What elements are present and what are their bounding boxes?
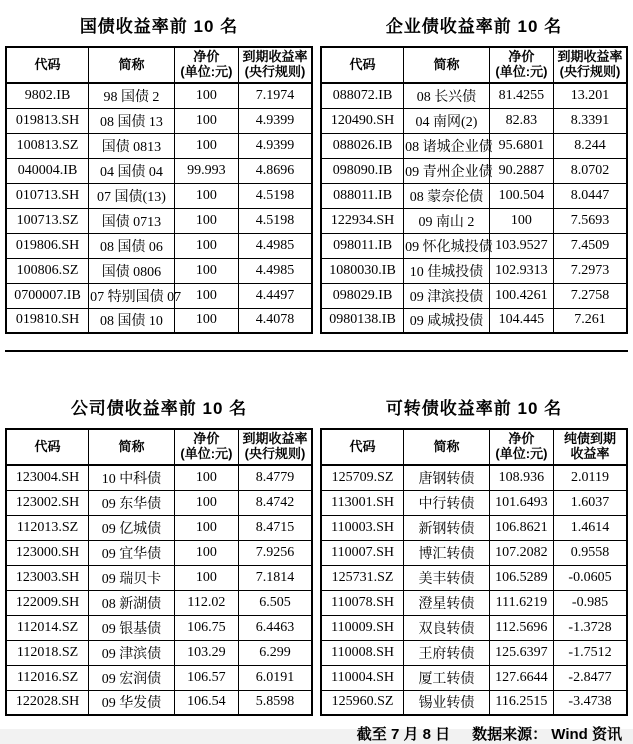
name-cell: 09 东华债 [89,490,175,515]
code-cell: 100806.SZ [6,258,89,283]
yield-cell: 7.1814 [239,565,312,590]
name-cell: 09 亿城债 [89,515,175,540]
table-row [321,158,627,183]
yield-cell: -0.985 [554,590,627,615]
price-cell: 106.54 [174,690,238,715]
column-header: 到期收益率 (央行规则) [554,47,627,83]
price-cell: 100 [174,515,238,540]
price-cell: 100 [489,208,553,233]
table-row [321,233,627,258]
yield-cell: 4.4985 [239,258,312,283]
yield-cell: 8.3391 [554,108,627,133]
price-cell: 106.75 [174,615,238,640]
top-tables-row [5,6,628,334]
table-row [6,615,312,640]
yield-cell: 6.0191 [239,665,312,690]
name-cell: 07 国债(13) [89,183,175,208]
column-header: 代码 [321,47,404,83]
price-cell: 95.6801 [489,133,553,158]
column-header: 代码 [6,429,89,465]
name-cell: 09 瑞贝卡 [89,565,175,590]
name-cell: 09 银基债 [89,615,175,640]
code-cell: 010713.SH [6,183,89,208]
yield-cell: 2.0119 [554,465,627,490]
code-cell: 088011.IB [321,183,404,208]
code-cell: 9802.IB [6,83,89,108]
table-row [6,258,312,283]
price-cell: 112.5696 [489,615,553,640]
table-row [6,565,312,590]
price-cell: 104.445 [489,308,553,333]
code-cell: 123004.SH [6,465,89,490]
table-section-convertible-bonds [320,388,628,716]
code-cell: 019806.SH [6,233,89,258]
name-cell: 98 国债 2 [89,83,175,108]
yield-cell: 6.299 [239,640,312,665]
code-cell: 112014.SZ [6,615,89,640]
yield-cell: 4.4985 [239,233,312,258]
price-cell: 100 [174,233,238,258]
header-row [321,47,627,83]
table-row [321,515,627,540]
code-cell: 100813.SZ [6,133,89,158]
code-cell: 040004.IB [6,158,89,183]
price-cell: 100 [174,490,238,515]
yield-cell: 8.244 [554,133,627,158]
table-row [321,590,627,615]
name-cell: 09 津滨投债 [404,283,490,308]
table-row [6,158,312,183]
code-cell: 125731.SZ [321,565,404,590]
table-row [6,83,312,108]
section-divider-line [5,350,628,352]
footer [5,716,628,744]
price-cell: 100 [174,283,238,308]
name-cell: 08 国债 13 [89,108,175,133]
yield-cell: 7.261 [554,308,627,333]
column-header: 到期收益率 (央行规则) [239,429,312,465]
yield-cell: 4.4078 [239,308,312,333]
table-row [6,465,312,490]
table-section-corporate-bonds [320,6,628,334]
company-bonds-title: 公司债收益率前 10 名 [70,399,248,418]
yield-cell: 8.4742 [239,490,312,515]
name-cell: 中行转债 [404,490,490,515]
table-row [321,108,627,133]
yield-cell: -2.8477 [554,665,627,690]
price-cell: 100 [174,108,238,133]
code-cell: 113001.SH [321,490,404,515]
table-row [6,540,312,565]
yield-cell: 6.505 [239,590,312,615]
column-header: 简称 [404,47,490,83]
yield-cell: 7.9256 [239,540,312,565]
name-cell: 04 南网(2) [404,108,490,133]
table-row [6,665,312,690]
code-cell: 088026.IB [321,133,404,158]
code-cell: 019810.SH [6,308,89,333]
column-header: 代码 [321,429,404,465]
table-row [321,540,627,565]
name-cell: 09 宜华债 [89,540,175,565]
table-section-government-bonds [5,6,313,334]
yield-cell: 7.1974 [239,83,312,108]
price-cell: 90.2887 [489,158,553,183]
name-cell: 08 国债 10 [89,308,175,333]
name-cell: 09 津滨债 [89,640,175,665]
name-cell: 锡业转债 [404,690,490,715]
yield-cell: 7.4509 [554,233,627,258]
convertible-bonds-table [320,428,628,716]
convertible-bonds-title: 可转债收益率前 10 名 [385,399,563,418]
yield-cell: 4.5198 [239,183,312,208]
code-cell: 110004.SH [321,665,404,690]
table-row [321,133,627,158]
code-cell: 110003.SH [321,515,404,540]
name-cell: 09 宏润债 [89,665,175,690]
table-row [321,258,627,283]
name-cell: 唐钢转债 [404,465,490,490]
header-row [6,47,312,83]
yield-cell: 13.201 [554,83,627,108]
government-bonds-title: 国债收益率前 10 名 [79,17,239,36]
code-cell: 110078.SH [321,590,404,615]
yield-cell: -0.0605 [554,565,627,590]
yield-cell: 8.4715 [239,515,312,540]
code-cell: 123003.SH [6,565,89,590]
table-row [321,465,627,490]
table-row [6,590,312,615]
price-cell: 106.5289 [489,565,553,590]
yield-cell: 1.4614 [554,515,627,540]
price-cell: 127.6644 [489,665,553,690]
column-header: 净价 (单位:元) [174,47,238,83]
name-cell: 双良转债 [404,615,490,640]
table-row [6,133,312,158]
code-cell: 0980138.IB [321,308,404,333]
price-cell: 100.504 [489,183,553,208]
government-bonds-table [5,46,313,334]
price-cell: 106.57 [174,665,238,690]
column-header: 代码 [6,47,89,83]
column-header: 简称 [404,429,490,465]
table-row [321,690,627,715]
name-cell: 08 蒙奈伦债 [404,183,490,208]
price-cell: 102.9313 [489,258,553,283]
header-row [321,429,627,465]
yield-cell: -1.3728 [554,615,627,640]
table-row [6,490,312,515]
table-section-company-bonds [5,388,313,716]
yield-cell: 4.9399 [239,133,312,158]
code-cell: 1080030.IB [321,258,404,283]
price-cell: 106.8621 [489,515,553,540]
code-cell: 122028.SH [6,690,89,715]
yield-cell: 8.0702 [554,158,627,183]
name-cell: 新钢转债 [404,515,490,540]
name-cell: 美丰转债 [404,565,490,590]
price-cell: 103.29 [174,640,238,665]
code-cell: 098011.IB [321,233,404,258]
name-cell: 厦工转债 [404,665,490,690]
table-row [6,108,312,133]
name-cell: 07 特别国债 07 [89,283,175,308]
yield-cell: 4.8696 [239,158,312,183]
code-cell: 110007.SH [321,540,404,565]
name-cell: 08 新湖债 [89,590,175,615]
name-cell: 10 佳城投债 [404,258,490,283]
column-header: 纯债到期 收益率 [554,429,627,465]
table-row [321,565,627,590]
name-cell: 09 华发债 [89,690,175,715]
name-cell: 澄星转债 [404,590,490,615]
price-cell: 100.4261 [489,283,553,308]
yield-cell: 0.9558 [554,540,627,565]
code-cell: 098090.IB [321,158,404,183]
code-cell: 125709.SZ [321,465,404,490]
price-cell: 82.83 [489,108,553,133]
name-cell: 09 南山 2 [404,208,490,233]
table-row [6,208,312,233]
column-header: 简称 [89,429,175,465]
code-cell: 112016.SZ [6,665,89,690]
code-cell: 098029.IB [321,283,404,308]
table-row [321,490,627,515]
price-cell: 103.9527 [489,233,553,258]
price-cell: 107.2082 [489,540,553,565]
name-cell: 博汇转债 [404,540,490,565]
yield-cell: 7.2973 [554,258,627,283]
yield-cell: 5.8598 [239,690,312,715]
code-cell: 112018.SZ [6,640,89,665]
table-row [6,640,312,665]
column-header: 净价 (单位:元) [174,429,238,465]
name-cell: 09 青州企业债 [404,158,490,183]
yield-cell: 4.5198 [239,208,312,233]
code-cell: 019813.SH [6,108,89,133]
as-of-date: 截至 7 月 8 日 [356,726,451,743]
code-cell: 125960.SZ [321,690,404,715]
name-cell: 王府转债 [404,640,490,665]
price-cell: 100 [174,133,238,158]
code-cell: 122934.SH [321,208,404,233]
price-cell: 112.02 [174,590,238,615]
price-cell: 81.4255 [489,83,553,108]
price-cell: 100 [174,540,238,565]
name-cell: 08 国债 06 [89,233,175,258]
column-header: 简称 [89,47,175,83]
table-row [6,183,312,208]
table-row [321,283,627,308]
table-row [321,640,627,665]
company-bonds-table [5,428,313,716]
table-row [6,690,312,715]
table-row [6,283,312,308]
price-cell: 100 [174,465,238,490]
name-cell: 08 诸城企业债 [404,133,490,158]
header-row [6,429,312,465]
column-header: 到期收益率 (央行规则) [239,47,312,83]
price-cell: 116.2515 [489,690,553,715]
name-cell: 09 咸城投债 [404,308,490,333]
yield-cell: 8.4779 [239,465,312,490]
yield-cell: -1.7512 [554,640,627,665]
price-cell: 100 [174,208,238,233]
price-cell: 100 [174,183,238,208]
yield-cell: 4.4497 [239,283,312,308]
price-cell: 99.993 [174,158,238,183]
data-source: 数据来源： Wind 资讯 [472,726,622,743]
price-cell: 100 [174,565,238,590]
table-row [321,208,627,233]
name-cell: 国债 0713 [89,208,175,233]
table-row [6,308,312,333]
name-cell: 10 中科债 [89,465,175,490]
table-row [321,183,627,208]
code-cell: 088072.IB [321,83,404,108]
code-cell: 110008.SH [321,640,404,665]
table-row [321,615,627,640]
column-header: 净价 (单位:元) [489,429,553,465]
yield-cell: 7.5693 [554,208,627,233]
name-cell: 09 怀化城投债 [404,233,490,258]
corporate-bonds-table [320,46,628,334]
yield-cell: 7.2758 [554,283,627,308]
price-cell: 101.6493 [489,490,553,515]
code-cell: 112013.SZ [6,515,89,540]
code-cell: 120490.SH [321,108,404,133]
price-cell: 100 [174,83,238,108]
column-header: 净价 (单位:元) [489,47,553,83]
yield-cell: 4.9399 [239,108,312,133]
bottom-tables-row [5,388,628,716]
name-cell: 国债 0806 [89,258,175,283]
code-cell: 123000.SH [6,540,89,565]
price-cell: 111.6219 [489,590,553,615]
table-row [321,83,627,108]
table-row [321,308,627,333]
yield-cell: 6.4463 [239,615,312,640]
name-cell: 04 国债 04 [89,158,175,183]
name-cell: 国债 0813 [89,133,175,158]
corporate-bonds-title: 企业债收益率前 10 名 [385,17,563,36]
code-cell: 100713.SZ [6,208,89,233]
table-row [6,233,312,258]
code-cell: 0700007.IB [6,283,89,308]
table-row [6,515,312,540]
price-cell: 100 [174,258,238,283]
code-cell: 110009.SH [321,615,404,640]
table-row [321,665,627,690]
code-cell: 122009.SH [6,590,89,615]
price-cell: 125.6397 [489,640,553,665]
name-cell: 08 长兴债 [404,83,490,108]
yield-cell: 8.0447 [554,183,627,208]
price-cell: 108.936 [489,465,553,490]
code-cell: 123002.SH [6,490,89,515]
yield-cell: 1.6037 [554,490,627,515]
price-cell: 100 [174,308,238,333]
yield-cell: -3.4738 [554,690,627,715]
